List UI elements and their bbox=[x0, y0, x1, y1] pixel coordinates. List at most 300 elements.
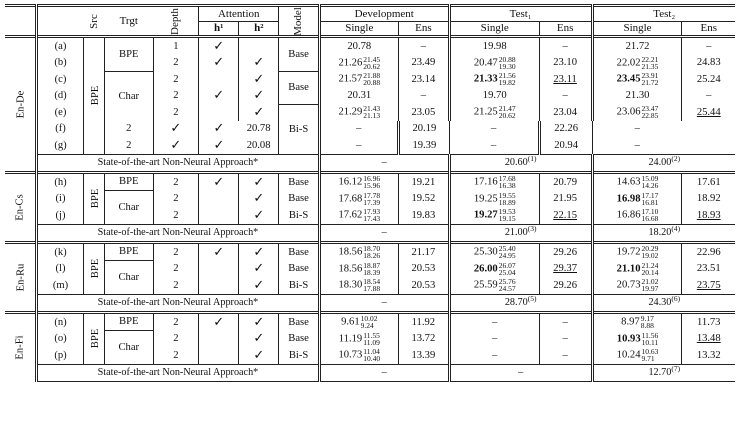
t1-ens-cell bbox=[539, 37, 592, 55]
row-id-label: (n) bbox=[54, 316, 67, 328]
range-stack bbox=[363, 56, 380, 70]
range-stack bbox=[499, 105, 516, 119]
model-label: Base bbox=[288, 316, 309, 328]
t1-value: 25.59 bbox=[473, 279, 498, 291]
row-id bbox=[37, 347, 84, 364]
h2-cell bbox=[239, 242, 279, 261]
results-table-container bbox=[5, 4, 735, 382]
dev-ens-cell bbox=[398, 55, 449, 72]
t1-ens-cell bbox=[539, 207, 592, 224]
h1-header: h¹ bbox=[199, 22, 239, 37]
row-id-label: (i) bbox=[55, 193, 66, 205]
depth-value: 2 bbox=[173, 176, 179, 188]
depth-value: 2 bbox=[173, 73, 179, 85]
sota-dev-cell bbox=[319, 154, 449, 172]
depth-cell bbox=[153, 55, 198, 72]
dev-ens-header: Ens bbox=[398, 22, 449, 37]
t1-value: – bbox=[492, 349, 498, 361]
table-row bbox=[5, 37, 735, 55]
range-max: 17.93 bbox=[363, 207, 381, 217]
check-icon: ✓ bbox=[213, 120, 225, 136]
t1-ens-cell bbox=[539, 242, 592, 261]
t1-value: 26.00 bbox=[473, 263, 498, 275]
t1-cell bbox=[449, 312, 539, 331]
range-min: 25.04 bbox=[498, 267, 516, 277]
h1-cell bbox=[199, 347, 239, 364]
h2-cell bbox=[239, 277, 279, 294]
range-stack bbox=[642, 72, 659, 86]
sota-t1-value: – bbox=[518, 367, 524, 378]
source-label: BPE bbox=[90, 258, 101, 279]
dev-ens-cell bbox=[398, 71, 449, 88]
dev-value: 21.26 bbox=[338, 57, 363, 69]
depth-value: 2 bbox=[126, 139, 132, 151]
t2-ens-value: – bbox=[634, 139, 640, 151]
row-id bbox=[37, 71, 84, 88]
range-max: 21.56 bbox=[498, 71, 516, 81]
t1-ens-cell bbox=[539, 277, 592, 294]
dev-ens-value: 19.21 bbox=[411, 176, 436, 188]
t1-ens-cell bbox=[539, 71, 592, 88]
t2-ens-cell bbox=[682, 261, 735, 278]
t1-ens-value: 21.95 bbox=[553, 193, 578, 205]
dev-cell bbox=[239, 137, 279, 154]
h2-cell bbox=[239, 172, 279, 191]
test1-ens-header: Ens bbox=[539, 22, 592, 37]
range-stack bbox=[499, 278, 516, 292]
sota-t1-cell bbox=[449, 364, 592, 381]
range-min: 21.35 bbox=[641, 61, 659, 71]
t1-ens-value: – bbox=[562, 349, 568, 361]
dev-ens-cell bbox=[398, 172, 449, 191]
check-icon: ✓ bbox=[213, 87, 225, 103]
t1-ens-value: – bbox=[491, 123, 497, 135]
target-label: Char bbox=[118, 201, 140, 213]
table-row bbox=[5, 191, 735, 208]
range-min: 17.43 bbox=[363, 214, 381, 224]
h1-cell bbox=[199, 104, 239, 121]
range-max: 11.56 bbox=[641, 330, 659, 340]
table-row bbox=[5, 137, 735, 154]
range-min: 16.68 bbox=[641, 214, 659, 224]
range-min: 11.09 bbox=[363, 337, 380, 347]
dev-ens-value: 13.39 bbox=[411, 349, 436, 361]
sota-t2-value: 12.70 bbox=[648, 367, 672, 378]
t1-ens-value: 22.15 bbox=[553, 209, 578, 221]
t1-cell bbox=[398, 137, 449, 154]
range-max: 19.55 bbox=[498, 190, 516, 200]
language-pair-label: En-Ru bbox=[15, 263, 27, 291]
t1-ens-cell bbox=[539, 191, 592, 208]
t2-ens-value: 25.44 bbox=[696, 106, 721, 118]
t1-ens-value: 23.04 bbox=[553, 106, 578, 118]
range-max: 11.04 bbox=[363, 347, 380, 357]
t2-value: 21.72 bbox=[625, 40, 650, 52]
target-label: BPE bbox=[119, 246, 139, 258]
t2-ens-value: 13.32 bbox=[696, 349, 721, 361]
dev-ens-value: 20.53 bbox=[411, 263, 436, 275]
range-stack bbox=[499, 245, 516, 259]
range-stack bbox=[363, 175, 380, 189]
source-cell bbox=[83, 312, 104, 364]
model-cell bbox=[279, 37, 319, 72]
t1-ens-cell bbox=[539, 104, 592, 121]
h1-cell bbox=[199, 312, 239, 331]
range-max: 9.17 bbox=[640, 314, 654, 323]
range-max: 23.47 bbox=[641, 104, 659, 114]
row-id bbox=[37, 137, 84, 154]
t2-ens-cell bbox=[682, 312, 735, 331]
depth-value: 2 bbox=[173, 246, 179, 258]
range-max: 11.55 bbox=[363, 330, 380, 340]
results-table bbox=[5, 4, 735, 382]
row-id-label: (g) bbox=[54, 139, 67, 151]
dev-value: 21.29 bbox=[338, 106, 363, 118]
range-min: 19.15 bbox=[498, 214, 516, 224]
t2-cell bbox=[592, 71, 682, 88]
h2-cell bbox=[239, 261, 279, 278]
check-icon: ✓ bbox=[213, 243, 225, 259]
dev-value: 10.73 bbox=[338, 349, 363, 361]
model-label: Bi-S bbox=[288, 209, 309, 221]
t2-cell bbox=[592, 104, 682, 121]
t2-cell bbox=[592, 88, 682, 105]
t1-value: 20.19 bbox=[412, 123, 437, 135]
model-label: Base bbox=[288, 82, 309, 93]
t1-value: 19.25 bbox=[473, 193, 498, 205]
dev-value: 20.78 bbox=[347, 40, 372, 52]
t2-ens-cell bbox=[682, 191, 735, 208]
depth-cell bbox=[104, 137, 153, 154]
row-id-label: (m) bbox=[52, 279, 69, 291]
sota-dev-cell bbox=[319, 294, 449, 312]
t1-cell bbox=[449, 172, 539, 191]
t1-ens-cell bbox=[539, 88, 592, 105]
check-icon: ✓ bbox=[253, 330, 265, 346]
range-stack bbox=[642, 348, 659, 362]
model-cell bbox=[279, 331, 319, 348]
dev-ens-cell bbox=[398, 37, 449, 55]
range-stack bbox=[363, 192, 380, 206]
sota-reference: (4) bbox=[671, 224, 681, 233]
range-max: 17.68 bbox=[498, 174, 516, 183]
sota-t2-cell bbox=[592, 364, 735, 381]
test2-single-header: Single bbox=[592, 22, 682, 37]
depth-cell bbox=[153, 172, 198, 191]
sota-t1-value: 20.60 bbox=[504, 157, 528, 168]
model-cell bbox=[279, 242, 319, 261]
source-cell bbox=[83, 37, 104, 155]
model-cell bbox=[279, 312, 319, 331]
range-min: 19.82 bbox=[498, 78, 516, 88]
dev-cell bbox=[319, 88, 398, 105]
t2-ens-value: 24.83 bbox=[696, 57, 721, 69]
depth-value: 2 bbox=[126, 123, 132, 135]
table-row bbox=[5, 172, 735, 191]
range-stack bbox=[642, 245, 659, 259]
range-stack bbox=[363, 105, 380, 119]
depth-cell bbox=[153, 207, 198, 224]
t2-ens-value: 23.51 bbox=[696, 263, 721, 275]
model-cell bbox=[279, 347, 319, 364]
t2-cell bbox=[592, 37, 682, 55]
sota-label: State-of-the-art Non-Neural Approach* bbox=[97, 227, 259, 238]
id-header bbox=[37, 6, 84, 37]
range-stack bbox=[499, 56, 516, 70]
depth-cell bbox=[104, 121, 153, 138]
range-stack bbox=[363, 262, 380, 276]
t2-value: 23.45 bbox=[616, 73, 641, 85]
dev-value: 9.61 bbox=[341, 316, 360, 328]
dev-cell bbox=[319, 55, 398, 72]
dev-ens-cell bbox=[398, 312, 449, 331]
dev-ens-cell bbox=[398, 261, 449, 278]
check-icon: ✓ bbox=[253, 54, 265, 70]
row-id-label: (f) bbox=[55, 123, 66, 135]
t1-value: 21.33 bbox=[473, 73, 498, 85]
range-min: 8.88 bbox=[640, 321, 654, 330]
range-min: 9.24 bbox=[360, 321, 374, 330]
sota-reference: (3) bbox=[527, 224, 537, 233]
t1-value: – bbox=[492, 316, 498, 328]
range-stack bbox=[499, 262, 516, 276]
t1-ens-cell bbox=[449, 137, 539, 154]
language-pair-cell bbox=[5, 242, 37, 312]
sota-t2-cell bbox=[592, 224, 735, 242]
t2-ens-cell bbox=[682, 37, 735, 55]
dev-value: 17.62 bbox=[338, 209, 363, 221]
row-id-label: (d) bbox=[54, 90, 67, 102]
target-label: Char bbox=[118, 341, 140, 353]
language-pair-label: En-Fi bbox=[14, 335, 26, 360]
model-label: Base bbox=[288, 263, 309, 275]
dev-ens-cell bbox=[398, 277, 449, 294]
t1-cell bbox=[449, 207, 539, 224]
dev-ens-cell bbox=[398, 88, 449, 105]
t2-value: 10.24 bbox=[616, 349, 641, 361]
range-max: 22.21 bbox=[641, 54, 659, 64]
check-icon: ✓ bbox=[170, 136, 182, 152]
range-max: 17.10 bbox=[641, 207, 659, 217]
range-max: 21.88 bbox=[363, 71, 381, 81]
dev-ens-value: 11.92 bbox=[411, 316, 436, 328]
table-row bbox=[5, 242, 735, 261]
t1-ens-value: 29.37 bbox=[553, 263, 578, 275]
dev-ens-value: – bbox=[420, 40, 426, 52]
row-id-label: (b) bbox=[54, 57, 67, 69]
language-pair-label: En-De bbox=[15, 90, 27, 119]
t2-value: 8.97 bbox=[621, 316, 640, 328]
range-stack bbox=[499, 192, 516, 206]
t1-ens-value: 29.26 bbox=[553, 246, 578, 258]
dev-cell bbox=[319, 242, 398, 261]
sota-t2-value: 18.20 bbox=[648, 227, 672, 238]
range-max: 26.07 bbox=[498, 260, 516, 270]
row-id-label: (k) bbox=[54, 246, 67, 258]
source-label: BPE bbox=[90, 86, 101, 106]
row-id bbox=[37, 172, 84, 191]
t2-cell bbox=[592, 331, 682, 348]
model-cell bbox=[279, 71, 319, 104]
t2-ens-cell bbox=[682, 331, 735, 348]
depth-cell bbox=[153, 71, 198, 88]
dev-value: 18.56 bbox=[338, 263, 363, 275]
target-cell bbox=[104, 331, 153, 365]
depth-value: 2 bbox=[173, 316, 179, 328]
row-id-label: (a) bbox=[54, 40, 67, 52]
h2-cell bbox=[239, 331, 279, 348]
dev-value: 17.68 bbox=[338, 193, 363, 205]
check-icon: ✓ bbox=[253, 243, 265, 259]
row-id-label: (h) bbox=[54, 176, 67, 188]
t1-value: 21.25 bbox=[473, 106, 498, 118]
dev-cell bbox=[319, 37, 398, 55]
sota-t2-cell bbox=[592, 154, 735, 172]
range-min: 10.11 bbox=[641, 337, 659, 347]
target-label: BPE bbox=[119, 316, 139, 328]
h2-cell bbox=[239, 207, 279, 224]
model-label: Base bbox=[288, 48, 309, 60]
sota-label-cell bbox=[37, 154, 319, 172]
t1-ens-value: – bbox=[491, 139, 497, 151]
range-min: 18.89 bbox=[498, 197, 516, 207]
row-id-label: (c) bbox=[54, 73, 67, 85]
dev-value: 16.12 bbox=[338, 176, 363, 188]
t1-cell bbox=[449, 104, 539, 121]
t2-ens-cell bbox=[682, 347, 735, 364]
depth-header-label: Depth bbox=[169, 7, 182, 35]
dev-ens-cell bbox=[398, 104, 449, 121]
range-max: 18.87 bbox=[363, 260, 381, 270]
range-min: 9.71 bbox=[641, 354, 655, 364]
depth-value: 2 bbox=[173, 193, 179, 205]
range-max: 17.17 bbox=[641, 190, 659, 200]
model-label: Base bbox=[288, 193, 309, 205]
t1-ens-value: 23.10 bbox=[553, 57, 578, 69]
target-cell bbox=[104, 37, 153, 72]
t2-cell bbox=[539, 137, 592, 154]
t2-ens-cell bbox=[682, 71, 735, 88]
t1-ens-cell bbox=[539, 347, 592, 364]
dev-ens-value: 13.72 bbox=[411, 333, 436, 345]
sota-label: State-of-the-art Non-Neural Approach* bbox=[97, 157, 259, 168]
range-max: 19.53 bbox=[498, 207, 516, 217]
depth-value: 2 bbox=[173, 57, 179, 69]
check-icon: ✓ bbox=[253, 190, 265, 206]
h2-cell bbox=[199, 137, 239, 154]
language-pair-cell bbox=[5, 312, 37, 381]
target-label: Char bbox=[118, 90, 140, 102]
t2-ens-value: 25.24 bbox=[696, 73, 721, 85]
target-cell bbox=[104, 312, 153, 331]
t2-cell bbox=[592, 261, 682, 278]
depth-value: 2 bbox=[173, 279, 179, 291]
h1-cell bbox=[199, 71, 239, 88]
sota-label-cell bbox=[37, 294, 319, 312]
target-cell bbox=[104, 71, 153, 121]
dev-ens-cell bbox=[319, 137, 398, 154]
t1-cell bbox=[449, 37, 539, 55]
target-label: BPE bbox=[119, 176, 139, 188]
dev-cell bbox=[319, 277, 398, 294]
t2-value: 21.30 bbox=[625, 90, 650, 102]
dev-ens-value: 19.83 bbox=[411, 209, 436, 221]
row-id bbox=[37, 104, 84, 121]
range-max: 23.91 bbox=[641, 71, 659, 81]
sota-reference: (6) bbox=[671, 294, 681, 303]
t1-value: 17.16 bbox=[473, 176, 498, 188]
range-stack bbox=[363, 72, 380, 86]
table-row bbox=[5, 121, 735, 138]
sota-row bbox=[5, 224, 735, 242]
dev-single-header: Single bbox=[345, 22, 374, 34]
t2-ens-value: 18.92 bbox=[696, 193, 721, 205]
model-cell bbox=[279, 104, 319, 154]
dev-value: 20.78 bbox=[246, 123, 271, 135]
range-max: 18.54 bbox=[363, 277, 381, 287]
t1-value: 19.70 bbox=[482, 90, 507, 102]
dev-header: Development bbox=[319, 6, 449, 22]
range-stack bbox=[363, 245, 380, 259]
t1-cell bbox=[449, 88, 539, 105]
t2-value: 20.94 bbox=[554, 139, 579, 151]
check-icon: ✓ bbox=[253, 276, 265, 292]
depth-cell bbox=[153, 104, 198, 121]
t2-value: 22.02 bbox=[616, 57, 641, 69]
dev-value: 18.30 bbox=[338, 279, 363, 291]
target-cell bbox=[104, 261, 153, 295]
check-icon: ✓ bbox=[253, 260, 265, 276]
sota-reference: (7) bbox=[671, 364, 681, 373]
range-min: 18.26 bbox=[363, 251, 381, 260]
model-cell bbox=[279, 277, 319, 294]
range-min: 20.88 bbox=[363, 78, 381, 88]
language-pair-label: En-Cs bbox=[14, 193, 26, 221]
dev-cell bbox=[319, 331, 398, 348]
range-max: 17.78 bbox=[363, 190, 381, 200]
t1-value: – bbox=[492, 333, 498, 345]
target-cell bbox=[104, 242, 153, 261]
row-id bbox=[37, 191, 84, 208]
row-id-label: (o) bbox=[54, 333, 67, 345]
check-icon: ✓ bbox=[213, 313, 225, 329]
depth-cell bbox=[153, 242, 198, 261]
h1-cell bbox=[199, 242, 239, 261]
t1-ens-value: 23.11 bbox=[553, 73, 577, 85]
t1-ens-cell bbox=[539, 261, 592, 278]
t2-cell bbox=[539, 121, 592, 138]
model-header bbox=[279, 6, 319, 37]
dev-cell bbox=[239, 121, 279, 138]
row-id bbox=[37, 207, 84, 224]
dev-value: 21.57 bbox=[338, 73, 363, 85]
dev-ens-cell bbox=[398, 331, 449, 348]
t2-ens-cell bbox=[592, 121, 682, 138]
range-stack bbox=[363, 208, 380, 222]
t1-cell bbox=[398, 121, 449, 138]
range-stack bbox=[642, 332, 659, 346]
language-pair-cell bbox=[5, 37, 37, 173]
check-icon: ✓ bbox=[253, 206, 265, 222]
dev-ens-value: 21.17 bbox=[411, 246, 436, 258]
t2-ens-value: 11.73 bbox=[697, 316, 721, 328]
range-min: 18.39 bbox=[363, 267, 381, 277]
sota-label: State-of-the-art Non-Neural Approach* bbox=[97, 367, 259, 378]
dev-cell bbox=[319, 347, 398, 364]
h2-cell bbox=[239, 347, 279, 364]
dev-cell bbox=[319, 207, 398, 224]
source-cell bbox=[83, 172, 104, 224]
